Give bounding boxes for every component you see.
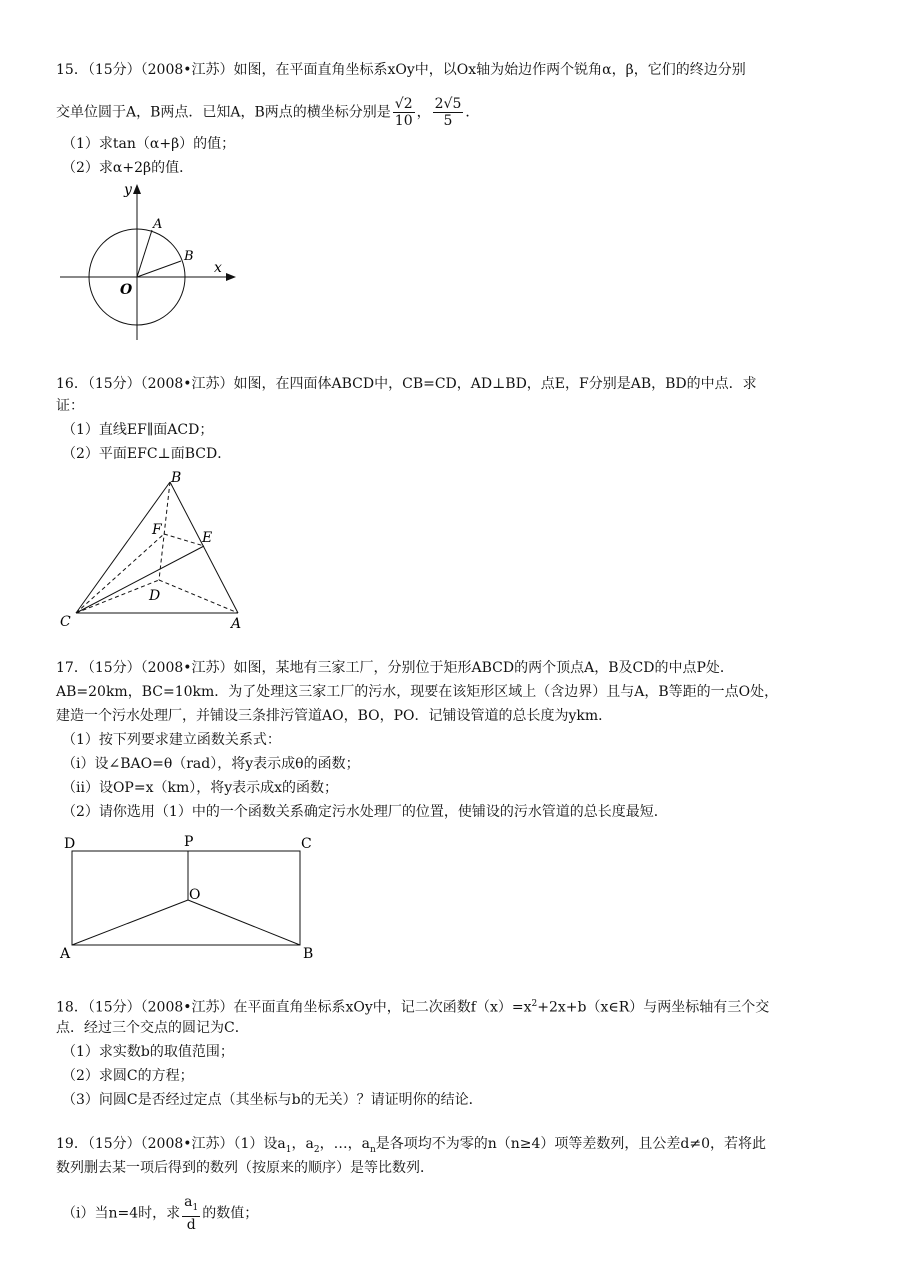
fraction-denominator: d (186, 1216, 196, 1233)
point-O-label: O (189, 887, 201, 903)
q17-stem-line1: 17．（15分）（2008•江苏）如图，某地有三家工厂，分别位于矩形ABCD的两个顶点A，B及CD的中点P处． (56, 660, 734, 676)
q16-figure-tetrahedron (56, 466, 256, 636)
x-axis-label: x (214, 260, 222, 276)
subscript: 2 (313, 1144, 320, 1155)
corner-B-label: B (303, 946, 314, 962)
fraction-numerator (182, 1194, 200, 1217)
fraction-numerator: √2 (394, 96, 413, 112)
q15-figure-unit-circle (56, 180, 246, 340)
q18-stem-text-b: +2x+b（x∈R）与两坐标轴有三个交 (537, 999, 770, 1016)
comma: ，a (291, 1136, 314, 1152)
vertex-B-label: B (171, 470, 182, 486)
q18-part2: （2）求圆C的方程； (62, 1068, 194, 1084)
q19-stem-line1 (56, 1134, 766, 1160)
vertex-A-label: A (231, 616, 242, 632)
ellipsis: ，…，a (319, 1136, 370, 1152)
y-axis-label: y (124, 182, 132, 198)
q19-part-i-text-b: 的数值； (202, 1205, 259, 1222)
q19-stem-text-b: 是各项均不为零的n（n≥4）项等差数列，且公差d≠0，若将此 (375, 1136, 767, 1152)
q15-stem-text: 交单位圆于A，B两点．已知A，B两点的横坐标分别是 (56, 104, 391, 121)
q16-stem-line2: 证： (56, 398, 84, 414)
q17-part1-i: （i）设∠BAO=θ（rad），将y表示成θ的函数； (62, 756, 360, 772)
q17-part2: （2）请你选用（1）中的一个函数关系确定污水处理厂的位置，使铺设的污水管道的总长度最短． (62, 804, 668, 820)
q18-part3: （3）问圆C是否经过定点（其坐标与b的无关）？请证明你的结论． (62, 1092, 483, 1108)
numerator-a: a (184, 1194, 193, 1210)
fraction-sqrt2-over-10 (393, 96, 415, 129)
subscript: n (369, 1144, 376, 1155)
q16-part1: （1）直线EF∥面ACD； (62, 422, 214, 438)
corner-A-label: A (60, 946, 71, 962)
point-P-label: P (184, 834, 194, 850)
q17-stem-line2: AB=20km，BC=10km．为了处理这三家工厂的污水，现要在该矩形区域上（含边界）且与A，B等距的一点O处， (56, 684, 779, 700)
q18-stem-line1 (56, 994, 769, 1018)
q19-part-i (62, 1194, 258, 1233)
point-B-label: B (184, 249, 194, 264)
corner-C-label: C (301, 836, 312, 852)
separator: ， (416, 104, 431, 121)
corner-D-label: D (64, 836, 76, 852)
fraction-2sqrt5-over-5 (433, 96, 464, 129)
q18-stem-text-a: 18．（15分）（2008•江苏）在平面直角坐标系xOy中，记二次函数f（x）=x (56, 999, 532, 1016)
origin-label: O (120, 282, 133, 298)
q15-part1: （1）求tan（α+β）的值； (62, 136, 236, 152)
q17-part1-ii: （ii）设OP=x（km），将y表示成x的函数； (62, 780, 339, 796)
q18-stem-line2: 点．经过三个交点的圆记为C． (56, 1020, 249, 1036)
subscript: 1 (285, 1144, 292, 1155)
point-A-label: A (153, 217, 163, 232)
numerator-subscript: 1 (192, 1202, 199, 1213)
point-F-label: F (152, 522, 162, 538)
fraction-denominator: 10 (394, 113, 413, 129)
q16-part2: （2）平面EFC⊥面BCD． (62, 446, 232, 462)
q16-stem-line1: 16．（15分）（2008•江苏）如图，在四面体ABCD中，CB=CD，AD⊥BD，点E，F分别是AB，BD的中点．求 (56, 376, 757, 392)
fraction-denominator: 5 (443, 113, 453, 129)
vertex-C-label: C (60, 614, 71, 630)
q17-stem-line3: 建造一个污水处理厂，并铺设三条排污管道AO，BO，PO．记铺设管道的总长度为ykm． (56, 708, 613, 724)
q18-part1: （1）求实数b的取值范围； (62, 1044, 234, 1060)
point-E-label: E (202, 530, 213, 546)
q19-part-i-text-a: （i）当n=4时，求 (62, 1205, 181, 1222)
q17-part1: （1）按下列要求建立函数关系式： (62, 732, 281, 748)
exponent: 2 (531, 999, 538, 1009)
q17-figure-rectangle (56, 828, 326, 963)
q19-stem-text-a: 19．（15分）（2008•江苏）（1）设a (56, 1136, 286, 1152)
q19-stem-line2: 数列删去某一项后得到的数列（按原来的顺序）是等比数列． (56, 1160, 434, 1176)
fraction-a1-over-d (182, 1194, 200, 1233)
fraction-numerator: 2√5 (434, 96, 462, 112)
vertex-D-label: D (149, 588, 161, 604)
q15-stem-line2 (56, 96, 479, 129)
period: ． (465, 104, 480, 121)
q15-part2: （2）求α+2β的值． (62, 160, 194, 176)
q15-stem-line1: 15．（15分）（2008•江苏）如图，在平面直角坐标系xOy中，以Ox轴为始边作两个锐角α，β，它们的终边分别 (56, 62, 746, 78)
